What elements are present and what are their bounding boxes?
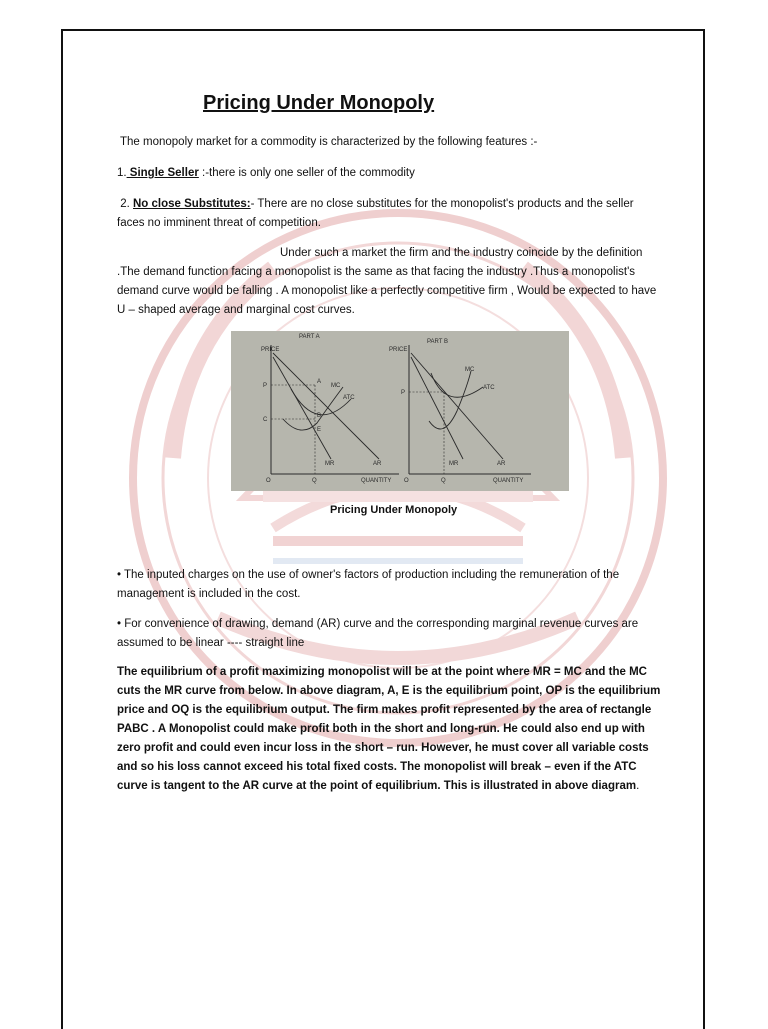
monopoly-diagram-photo xyxy=(231,331,569,491)
part-a-mr-label: MR xyxy=(325,461,335,467)
part-a-point-a: A xyxy=(317,379,322,385)
part-a-point-b: B xyxy=(317,413,322,419)
feature-number: 1. xyxy=(117,167,127,179)
feature-label: No close Substitutes: xyxy=(133,198,251,210)
part-a-price-c: C xyxy=(263,417,268,423)
part-b-origin: O xyxy=(404,478,409,484)
market-text: Under such a market the firm and the industry coincide by the definition .The demand function facing a monopolist is the same as that facing the industry .Thus a monopolist's demand curve would be falling . A monopolist like a perfectly competitive firm , Would be expected to have U – shaped average and marginal cost curves. xyxy=(117,247,657,316)
feature-text: :-there is only one seller of the commodity xyxy=(198,167,415,179)
feature-number: 2. xyxy=(120,198,130,210)
part-b-mr-label: MR xyxy=(449,461,459,467)
figure-caption: Pricing Under Monopoly xyxy=(330,504,458,516)
part-b-y-axis-label: PRICE xyxy=(389,347,408,353)
equilibrium-paragraph xyxy=(117,663,662,796)
feature-no-close-substitutes xyxy=(117,195,662,233)
part-a-mc-label: MC xyxy=(331,383,341,389)
equilibrium-text: The equilibrium of a profit maximizing monopolist will be at the point where MR = MC and the MC cuts the MR curve from below. In above diagram, A, E is the equilibrium point, OP is the equilibrium price and OQ is the equilibrium output. The firm makes profit represented by the area of rectangle PABC . A Monopolist could make profit both in the short and long-run. He could also end up with zero profit and could even incur loss in the short – run. However, he must cover all variable costs and so his loss cannot exceed his total fixed costs. The monopolist will break – even if the ATC curve is tangent to the AR curve at the point of equilibrium. This is illustrated in above diagram xyxy=(117,666,661,792)
intro-text: The monopoly market for a commodity is characterized by the following features :- xyxy=(120,136,538,148)
part-b-ar-label: AR xyxy=(497,461,506,467)
part-b-x-axis-label: QUANTITY xyxy=(493,478,524,484)
part-a-quantity-q: Q xyxy=(312,478,317,484)
part-a-x-axis-label: QUANTITY xyxy=(361,478,392,484)
part-a-heading: PART A xyxy=(299,334,320,340)
feature-label: Single Seller xyxy=(126,167,199,179)
part-a-atc-label: ATC xyxy=(343,395,355,401)
part-a-price-p: P xyxy=(263,383,268,389)
part-a-ar-label: AR xyxy=(373,461,382,467)
part-b-quantity-q: Q xyxy=(441,478,446,484)
part-b-mc-label: MC xyxy=(465,367,475,373)
part-b-heading: PART B xyxy=(427,339,449,345)
equilibrium-tail: . xyxy=(636,780,640,792)
part-a-point-e: E xyxy=(317,427,322,433)
page-title: Pricing Under Monopoly xyxy=(203,92,435,114)
feature-single-seller xyxy=(117,164,662,183)
part-b-atc-label: ATC xyxy=(483,385,495,391)
part-a-origin: O xyxy=(266,478,271,484)
feature-text: - There are no close substitutes for the monopolist's products and the seller faces no imminent threat of competition. xyxy=(117,198,634,229)
bullet-linear-curves: • For convenience of drawing, demand (AR) curve and the corresponding marginal revenue curves are assumed to be linear ---- straight line xyxy=(117,618,639,649)
market-paragraph xyxy=(117,244,662,320)
bullet-imputed-charges: • The inputed charges on the use of owner's factors of production including the remuneration of the management is included in the cost. xyxy=(117,569,620,600)
part-a-y-axis-label: PRICE xyxy=(261,347,280,353)
part-b-price-p: P xyxy=(401,390,406,396)
